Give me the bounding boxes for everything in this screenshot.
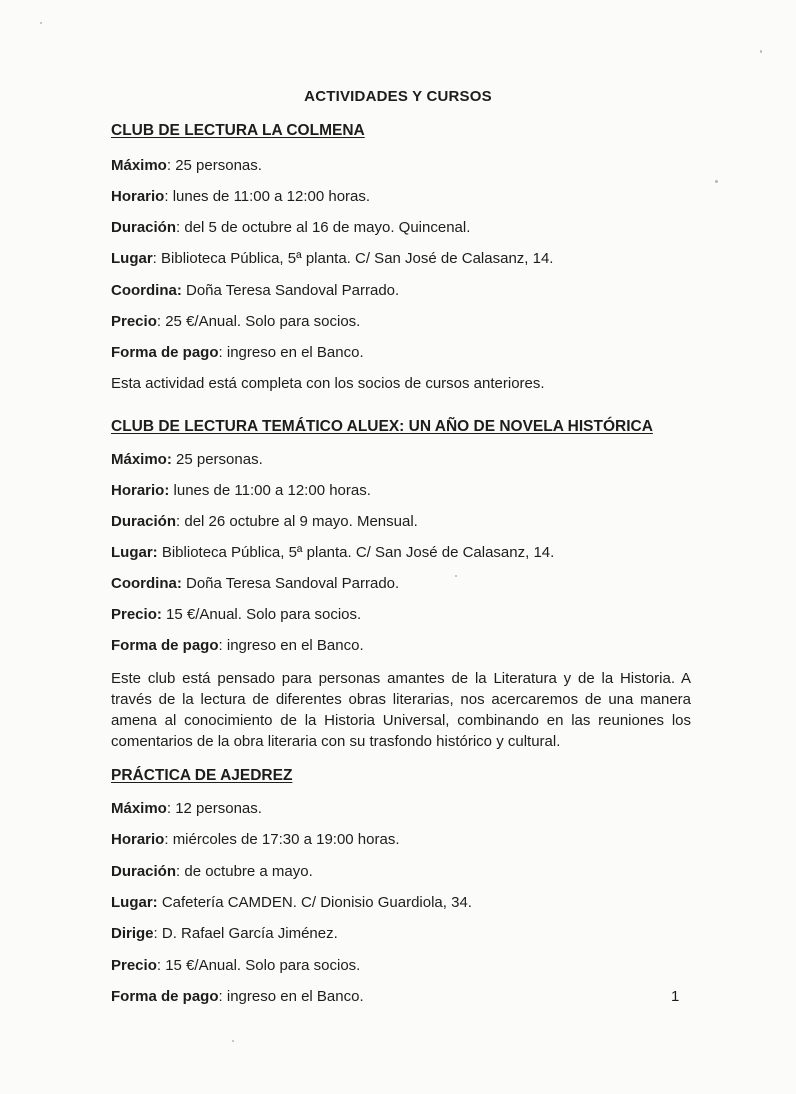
info-line-lugar: Lugar: Biblioteca Pública, 5ª planta. C/ San José de Calasanz, 14. [111,250,554,267]
section-heading-ajedrez: PRÁCTICA DE AJEDREZ [111,767,293,784]
info-line-forma-pago: Forma de pago: ingreso en el Banco. [111,988,364,1005]
section-heading-colmena: CLUB DE LECTURA LA COLMENA [111,122,365,139]
info-line-dirige: Dirige: D. Rafael García Jiménez. [111,925,338,942]
info-line-maximo: Máximo: 25 personas. [111,157,262,174]
info-line-duracion: Duración: del 26 octubre al 9 mayo. Mensual. [111,513,418,530]
scan-speck [455,575,457,577]
info-line-forma-pago: Forma de pago: ingreso en el Banco. [111,344,364,361]
page-number: 1 [671,988,680,1005]
info-line-coordina: Coordina: Doña Teresa Sandoval Parrado. [111,282,400,299]
info-line-duracion: Duración: de octubre a mayo. [111,863,313,880]
info-line-precio: Precio: 15 €/Anual. Solo para socios. [111,606,362,623]
section-description: Este club está pensado para personas amantes de la Literatura y de la Historia. A través de la lectura de diferentes obras literarias, nos acercaremos de una manera amena al conocimiento de la Historia Universal, combinando en las reuniones los comentarios de la obra literaria con su trasfondo histórico y cultural. [111,670,691,750]
info-line-maximo: Máximo: 12 personas. [111,800,262,817]
info-line-precio: Precio: 15 €/Anual. Solo para socios. [111,957,361,974]
info-line-lugar: Lugar: Cafetería CAMDEN. C/ Dionisio Guardiola, 34. [111,894,472,911]
section-note: Esta actividad está completa con los socios de cursos anteriores. [111,375,545,392]
info-line-horario: Horario: lunes de 11:00 a 12:00 horas. [111,482,371,499]
scan-speck [715,180,718,183]
section-heading-aluex: CLUB DE LECTURA TEMÁTICO ALUEX: UN AÑO DE NOVELA HISTÓRICA [111,418,653,435]
info-line-lugar: Lugar: Biblioteca Pública, 5ª planta. C/ San José de Calasanz, 14. [111,544,555,561]
info-line-coordina: Coordina: Doña Teresa Sandoval Parrado. [111,575,400,592]
scan-speck [40,22,42,24]
info-line-duracion: Duración: del 5 de octubre al 16 de mayo. Quincenal. [111,219,471,236]
info-line-horario: Horario: miércoles de 17:30 a 19:00 horas. [111,831,400,848]
scan-speck [232,1040,234,1042]
scan-speck [760,50,762,53]
page-title: ACTIVIDADES Y CURSOS [304,88,492,105]
info-line-maximo: Máximo: 25 personas. [111,451,263,468]
info-line-precio: Precio: 25 €/Anual. Solo para socios. [111,313,361,330]
info-line-forma-pago: Forma de pago: ingreso en el Banco. [111,637,364,654]
info-line-horario: Horario: lunes de 11:00 a 12:00 horas. [111,188,371,205]
